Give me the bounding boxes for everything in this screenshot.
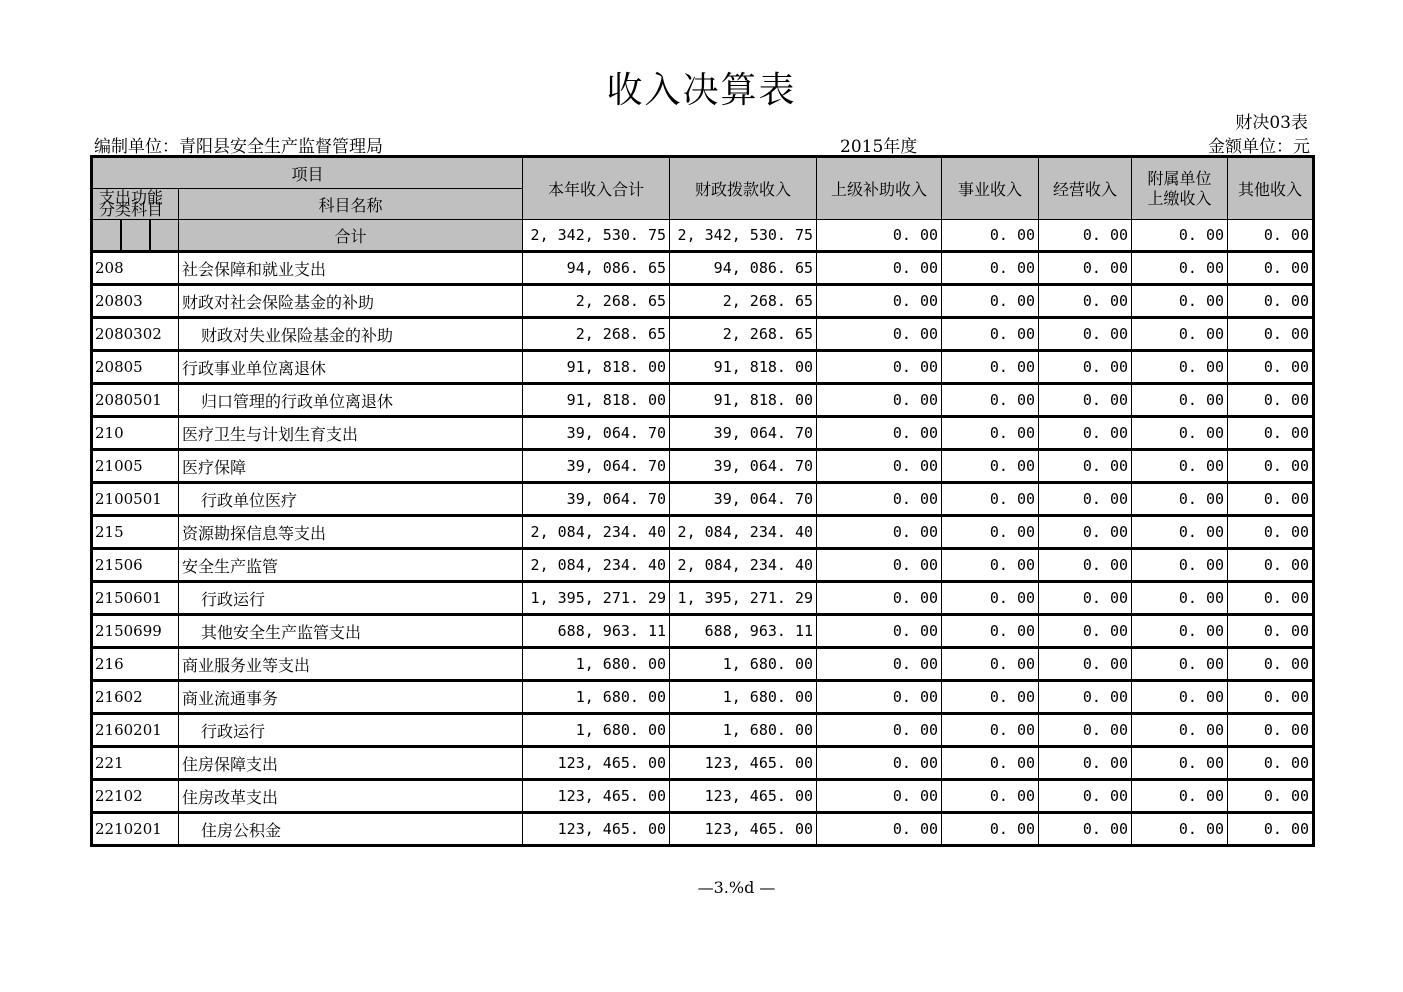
amount-superior: 0. 00 [817,780,942,813]
table-row [92,681,1314,714]
amount-fiscal: 1, 680. 00 [670,648,817,681]
amount-business: 0. 00 [942,450,1039,483]
table-row [92,318,1314,351]
amount-total: 91, 818. 00 [523,384,670,417]
table-row [92,747,1314,780]
table-row [92,384,1314,417]
amount-operating: 0. 00 [1039,648,1132,681]
subject-code: 2160201 [92,714,179,747]
amount-other: 0. 00 [1228,351,1314,384]
header-func-class-text: 支出功能分类科目 [99,188,164,219]
report-meta-line [94,132,1310,156]
amount-business: 0. 00 [942,516,1039,549]
grid-cell [151,220,178,250]
amount-total: 91, 818. 00 [523,351,670,384]
amount-business: 0. 00 [942,747,1039,780]
table-row [92,780,1314,813]
subject-code: 215 [92,516,179,549]
subject-code: 20805 [92,351,179,384]
page-title: 收入决算表 [606,70,797,111]
amount-affiliated: 0. 00 [1132,285,1228,318]
amount-other: 0. 00 [1228,648,1314,681]
subject-code: 2150699 [92,615,179,648]
subject-code: 22102 [92,780,179,813]
amount-business: 0. 00 [942,483,1039,516]
subject-name: 医疗保障 [179,450,523,483]
subject-code: 21005 [92,450,179,483]
amount-fiscal: 123, 465. 00 [670,747,817,780]
subject-code: 21602 [92,681,179,714]
amount-other: 0. 00 [1228,780,1314,813]
subject-name: 财政对失业保险基金的补助 [179,318,523,351]
amount-business: 0. 00 [942,615,1039,648]
subject-code: 2080302 [92,318,179,351]
amount-fiscal: 2, 268. 65 [670,285,817,318]
subject-name: 商业服务业等支出 [179,648,523,681]
amount-total: 94, 086. 65 [523,252,670,285]
sum-fiscal: 2, 342, 530. 75 [670,220,817,252]
table-row [92,549,1314,582]
amount-operating: 0. 00 [1039,615,1132,648]
amount-total: 1, 395, 271. 29 [523,582,670,615]
amount-superior: 0. 00 [817,483,942,516]
amount-operating: 0. 00 [1039,285,1132,318]
subject-code: 210 [92,417,179,450]
header-subject-name: 科目名称 [179,189,523,220]
amount-affiliated: 0. 00 [1132,648,1228,681]
amount-business: 0. 00 [942,384,1039,417]
amount-other: 0. 00 [1228,516,1314,549]
amount-operating: 0. 00 [1039,582,1132,615]
amount-fiscal: 91, 818. 00 [670,384,817,417]
table-row [92,351,1314,384]
amount-fiscal: 1, 680. 00 [670,714,817,747]
subject-code: 2100501 [92,483,179,516]
grid-cell [93,220,122,250]
amount-fiscal: 123, 465. 00 [670,813,817,846]
grid-cell [122,220,151,250]
amount-affiliated: 0. 00 [1132,351,1228,384]
table-row [92,285,1314,318]
subject-code: 21506 [92,549,179,582]
amount-fiscal: 1, 395, 271. 29 [670,582,817,615]
amount-total: 39, 064. 70 [523,450,670,483]
amount-business: 0. 00 [942,351,1039,384]
table-row [92,813,1314,846]
subject-code: 221 [92,747,179,780]
amount-total: 1, 680. 00 [523,681,670,714]
amount-business: 0. 00 [942,648,1039,681]
amount-business: 0. 00 [942,714,1039,747]
amount-superior: 0. 00 [817,582,942,615]
header-row-1 [92,157,1314,189]
sum-affiliated: 0. 00 [1132,220,1228,252]
amount-affiliated: 0. 00 [1132,813,1228,846]
fiscal-year: 2015年度 [840,137,918,157]
table-row [92,714,1314,747]
table-row [92,516,1314,549]
amount-operating: 0. 00 [1039,450,1132,483]
amount-fiscal: 2, 084, 234. 40 [670,549,817,582]
subject-code: 2150601 [92,582,179,615]
amount-superior: 0. 00 [817,384,942,417]
amount-other: 0. 00 [1228,384,1314,417]
subject-name: 医疗卫生与计划生育支出 [179,417,523,450]
amount-other: 0. 00 [1228,747,1314,780]
header-func-class [92,189,179,220]
amount-other: 0. 00 [1228,681,1314,714]
amount-affiliated: 0. 00 [1132,483,1228,516]
sum-other: 0. 00 [1228,220,1314,252]
amount-fiscal: 39, 064. 70 [670,417,817,450]
amount-other: 0. 00 [1228,483,1314,516]
amount-superior: 0. 00 [817,516,942,549]
amount-business: 0. 00 [942,252,1039,285]
amount-superior: 0. 00 [817,747,942,780]
amount-other: 0. 00 [1228,549,1314,582]
amount-total: 688, 963. 11 [523,615,670,648]
header-operating: 经营收入 [1039,157,1132,220]
amount-operating: 0. 00 [1039,780,1132,813]
sum-superior: 0. 00 [817,220,942,252]
amount-total: 1, 680. 00 [523,714,670,747]
subject-code: 2080501 [92,384,179,417]
amount-affiliated: 0. 00 [1132,549,1228,582]
sum-code-grid [92,220,179,252]
sum-row [92,220,1314,252]
header-affiliated-line1: 附属单位 [1147,168,1212,188]
sum-label: 合计 [179,220,523,252]
header-total-income: 本年收入合计 [523,157,670,220]
subject-name: 财政对社会保险基金的补助 [179,285,523,318]
subject-name: 安全生产监管 [179,549,523,582]
amount-business: 0. 00 [942,813,1039,846]
table-row [92,615,1314,648]
subject-code: 2210201 [92,813,179,846]
amount-operating: 0. 00 [1039,252,1132,285]
amount-total: 1, 680. 00 [523,648,670,681]
amount-operating: 0. 00 [1039,681,1132,714]
amount-fiscal: 39, 064. 70 [670,450,817,483]
amount-affiliated: 0. 00 [1132,417,1228,450]
subject-code: 208 [92,252,179,285]
amount-affiliated: 0. 00 [1132,582,1228,615]
amount-business: 0. 00 [942,417,1039,450]
subject-name: 归口管理的行政单位离退休 [179,384,523,417]
amount-total: 2, 084, 234. 40 [523,516,670,549]
amount-fiscal: 91, 818. 00 [670,351,817,384]
header-affiliated [1132,157,1228,220]
amount-total: 123, 465. 00 [523,747,670,780]
amount-affiliated: 0. 00 [1132,252,1228,285]
amount-total: 2, 268. 65 [523,285,670,318]
amount-other: 0. 00 [1228,417,1314,450]
subject-name: 商业流通事务 [179,681,523,714]
form-number: 财决03表 [1235,113,1308,133]
amount-total: 39, 064. 70 [523,483,670,516]
sum-total: 2, 342, 530. 75 [523,220,670,252]
page-footer: —3.%d — [697,878,776,897]
amount-affiliated: 0. 00 [1132,450,1228,483]
sum-operating: 0. 00 [1039,220,1132,252]
subject-code: 20803 [92,285,179,318]
amount-fiscal: 688, 963. 11 [670,615,817,648]
header-item: 项目 [92,157,523,189]
subject-code: 216 [92,648,179,681]
amount-affiliated: 0. 00 [1132,615,1228,648]
header-other: 其他收入 [1228,157,1314,220]
amount-operating: 0. 00 [1039,549,1132,582]
subject-name: 行政单位医疗 [179,483,523,516]
amount-operating: 0. 00 [1039,813,1132,846]
subject-name: 住房公积金 [179,813,523,846]
subject-name: 住房改革支出 [179,780,523,813]
table-row [92,417,1314,450]
amount-superior: 0. 00 [817,417,942,450]
amount-operating: 0. 00 [1039,351,1132,384]
amount-superior: 0. 00 [817,615,942,648]
table-row [92,450,1314,483]
subject-name: 资源勘探信息等支出 [179,516,523,549]
amount-superior: 0. 00 [817,681,942,714]
subject-name: 行政运行 [179,714,523,747]
amount-total: 123, 465. 00 [523,813,670,846]
amount-fiscal: 1, 680. 00 [670,681,817,714]
money-unit: 金额单位：元 [1208,137,1310,157]
amount-operating: 0. 00 [1039,747,1132,780]
amount-affiliated: 0. 00 [1132,384,1228,417]
amount-fiscal: 94, 086. 65 [670,252,817,285]
amount-total: 2, 268. 65 [523,318,670,351]
subject-name: 住房保障支出 [179,747,523,780]
compiling-unit: 编制单位：青阳县安全生产监督管理局 [94,137,383,157]
amount-superior: 0. 00 [817,351,942,384]
income-table [90,155,1315,847]
table-row [92,252,1314,285]
header-fiscal: 财政拨款收入 [670,157,817,220]
amount-affiliated: 0. 00 [1132,780,1228,813]
amount-other: 0. 00 [1228,450,1314,483]
table-row [92,483,1314,516]
amount-affiliated: 0. 00 [1132,714,1228,747]
amount-business: 0. 00 [942,780,1039,813]
amount-superior: 0. 00 [817,252,942,285]
subject-name: 行政运行 [179,582,523,615]
amount-business: 0. 00 [942,285,1039,318]
amount-operating: 0. 00 [1039,384,1132,417]
amount-other: 0. 00 [1228,318,1314,351]
amount-total: 39, 064. 70 [523,417,670,450]
amount-operating: 0. 00 [1039,483,1132,516]
subject-name: 行政事业单位离退休 [179,351,523,384]
amount-superior: 0. 00 [817,285,942,318]
amount-superior: 0. 00 [817,450,942,483]
amount-affiliated: 0. 00 [1132,681,1228,714]
amount-affiliated: 0. 00 [1132,516,1228,549]
amount-superior: 0. 00 [817,648,942,681]
amount-other: 0. 00 [1228,714,1314,747]
amount-superior: 0. 00 [817,549,942,582]
amount-business: 0. 00 [942,549,1039,582]
amount-operating: 0. 00 [1039,714,1132,747]
amount-affiliated: 0. 00 [1132,747,1228,780]
amount-superior: 0. 00 [817,318,942,351]
subject-name: 其他安全生产监管支出 [179,615,523,648]
table-row [92,582,1314,615]
sum-business: 0. 00 [942,220,1039,252]
amount-fiscal: 39, 064. 70 [670,483,817,516]
header-business: 事业收入 [942,157,1039,220]
amount-business: 0. 00 [942,318,1039,351]
amount-business: 0. 00 [942,681,1039,714]
table-row [92,648,1314,681]
header-superior: 上级补助收入 [817,157,942,220]
amount-other: 0. 00 [1228,252,1314,285]
amount-fiscal: 2, 268. 65 [670,318,817,351]
header-affiliated-line2: 上缴收入 [1147,188,1212,208]
amount-other: 0. 00 [1228,285,1314,318]
subject-name: 社会保障和就业支出 [179,252,523,285]
amount-operating: 0. 00 [1039,318,1132,351]
amount-business: 0. 00 [942,582,1039,615]
amount-total: 2, 084, 234. 40 [523,549,670,582]
amount-fiscal: 2, 084, 234. 40 [670,516,817,549]
amount-operating: 0. 00 [1039,417,1132,450]
amount-total: 123, 465. 00 [523,780,670,813]
amount-superior: 0. 00 [817,813,942,846]
amount-affiliated: 0. 00 [1132,318,1228,351]
amount-operating: 0. 00 [1039,516,1132,549]
amount-other: 0. 00 [1228,615,1314,648]
amount-fiscal: 123, 465. 00 [670,780,817,813]
amount-other: 0. 00 [1228,582,1314,615]
amount-other: 0. 00 [1228,813,1314,846]
amount-superior: 0. 00 [817,714,942,747]
